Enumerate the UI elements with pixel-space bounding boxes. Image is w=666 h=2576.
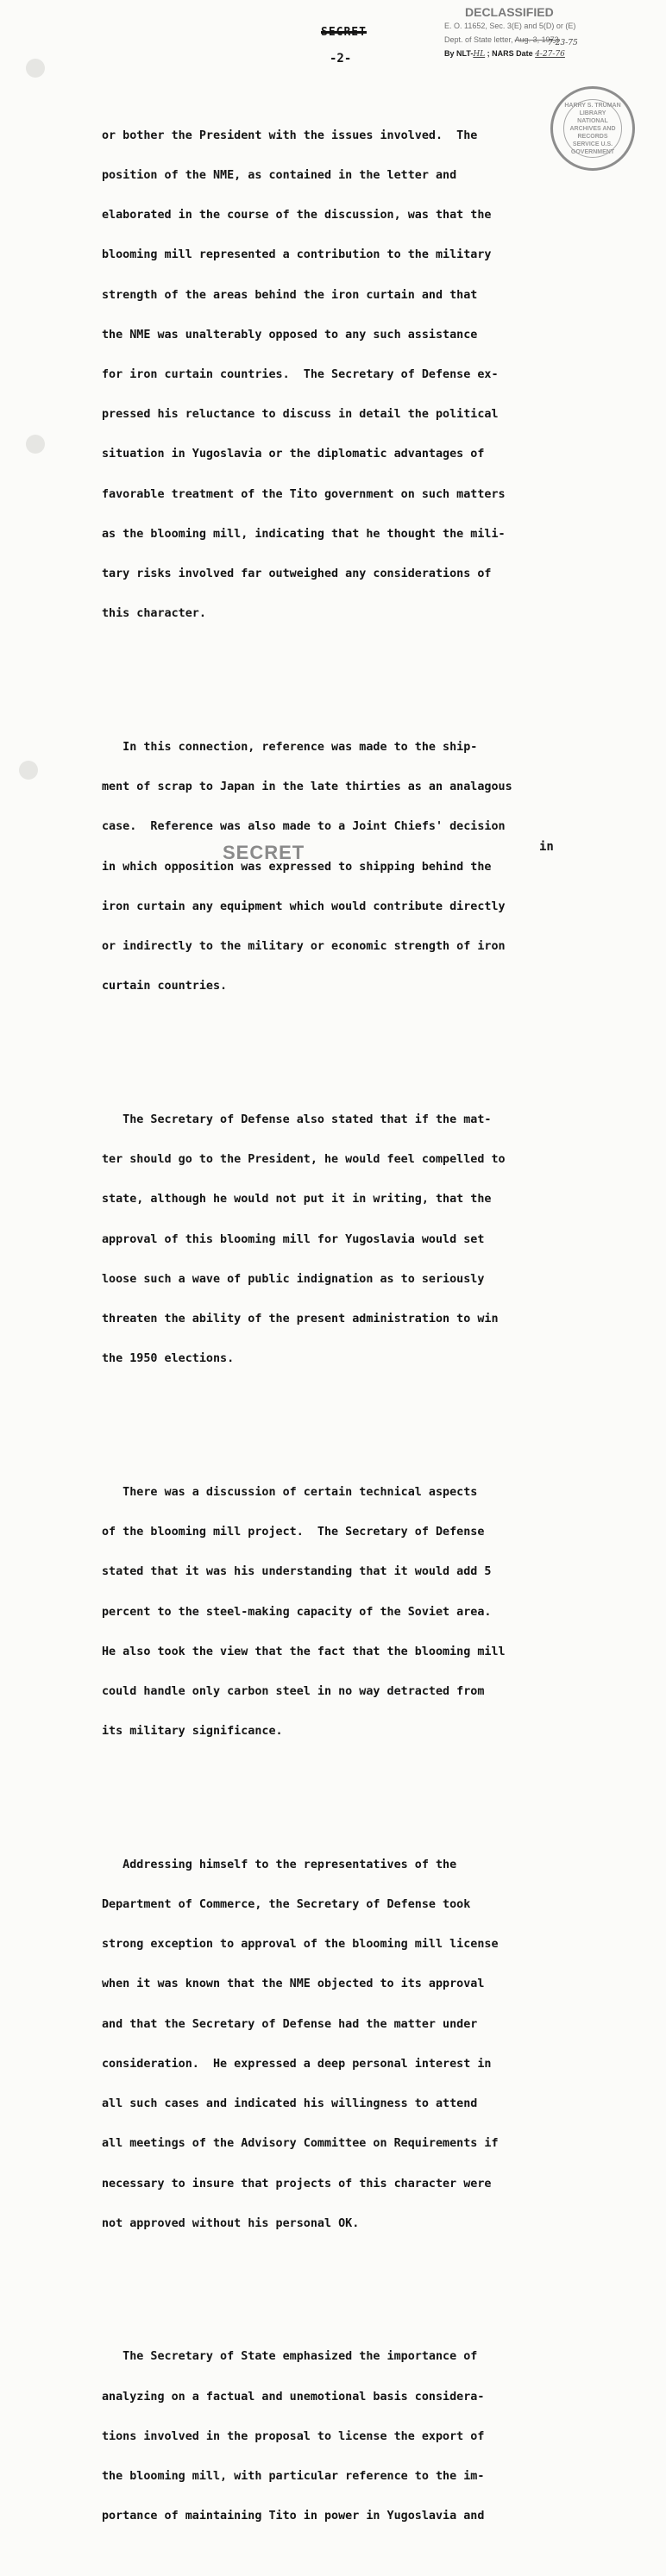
text-line: its military significance. [102,1725,283,1739]
paragraph [102,1832,585,2257]
text-line: pressed his reluctance to discuss in detail the political [102,408,499,422]
declassified-nlt-line [444,47,643,61]
text-line: strong exception to approval of the blooming mill license [102,1938,499,1952]
paragraph [102,1087,585,1392]
text-line: percent to the steel-making capacity of the Soviet area. [102,1605,492,1619]
text-line: in which opposition was expressed to shipping behind the [102,860,492,874]
text-line: or bother the President with the issues involved. The [102,128,478,142]
text-line: strength of the areas behind the iron curtain and that [102,288,478,302]
punch-hole-top [26,59,45,78]
memo-body [102,76,585,2576]
text-line: consideration. He expressed a deep personal interest in [102,2057,492,2071]
text-line: The Secretary of Defense also stated that if the mat- [102,1113,492,1126]
text-line: or indirectly to the military or economic strength of iron [102,940,506,953]
text-line: ment of scrap to Japan in the late thirties as an analagous [102,780,512,794]
text-line: the blooming mill, with particular reference to the im- [102,2470,485,2484]
text-line: In this connection, reference was made to the ship- [102,740,478,754]
text-line: favorable treatment of the Tito government on such matters [102,487,506,501]
text-line: when it was known that the NME objected to its approval [102,1977,485,1991]
nars-label: ; NARS Date [485,49,536,58]
text-line: There was a discussion of certain technical aspects [102,1485,478,1499]
text-line: position of the NME, as contained in the letter and [102,168,457,182]
text-line: all meetings of the Advisory Committee on Requirements if [102,2137,499,2151]
text-line: the NME was unalterably opposed to any such assistance [102,328,478,342]
classification-marking-bottom: SECRET [223,842,305,863]
text-line: ter should go to the President, he would feel compelled to [102,1153,506,1167]
text-line: Department of Commerce, the Secretary of Defense took [102,1898,471,1912]
text-line: this character. [102,607,206,621]
text-line: tions involved in the proposal to license the export of [102,2429,485,2443]
text-line: threaten the ability of the present administration to win [102,1312,499,1326]
text-line: situation in Yugoslavia or the diplomatic advantages of [102,448,485,461]
declassified-authority-line: E. O. 11652, Sec. 3(E) and 5(D) or (E) [444,22,576,30]
text-line: all such cases and indicated his willingness to attend [102,2097,478,2111]
text-line: The Secretary of State emphasized the importance of [102,2350,478,2364]
paragraph [102,103,585,648]
nars-date: 4-27-76 [535,50,565,59]
text-line: analyzing on a factual and unemotional basis considera- [102,2390,485,2404]
text-line: case. Reference was also made to a Joint Chiefs' decision [102,820,506,834]
text-line: He also took the view that the fact that the blooming mill [102,1645,506,1658]
paragraph [102,1459,585,1764]
punch-hole-middle [26,435,45,454]
punch-hole-bottom [19,761,38,780]
text-line: not approved without his personal OK. [102,2216,360,2230]
declassified-letter-line [444,33,643,47]
classification-marking-top: SECRET [321,26,367,39]
page-number: -2- [330,52,352,66]
text-line: iron curtain any equipment which would contribute directly [102,899,506,913]
letter-date-struck: Aug. 3, 1973 [514,35,559,44]
text-line: stated that it was his understanding that it would add 5 [102,1565,492,1579]
letter-date-handwritten: 7-23-75 [548,39,578,47]
continuation-word: in [539,840,554,854]
letter-prefix: Dept. of State letter, [444,35,515,44]
text-line: necessary to insure that projects of this character were [102,2177,492,2191]
text-line: could handle only carbon steel in no way detracted from [102,1684,485,1698]
text-line: portance of maintaining Tito in power in Yugoslavia and [102,2510,485,2523]
seal-text: HARRY S. TRUMAN LIBRARY NATIONAL ARCHIVES AND RECORDS SERVICE U.S. GOVERNMENT [563,99,622,158]
nlt-initials: HL [473,50,486,59]
text-line: tary risks involved far outweighed any considerations of [102,567,492,581]
text-line: curtain countries. [102,980,228,993]
text-line: elaborated in the course of the discussion, was that the [102,209,492,223]
text-line: loose such a wave of public indignation as to seriously [102,1272,485,1286]
text-line: for iron curtain countries. The Secretary of Defense ex- [102,367,499,381]
text-line: Addressing himself to the representatives of the [102,1858,457,1871]
text-line: state, although he would not put it in writing, that the [102,1193,492,1207]
declassified-title: DECLASSIFIED [465,5,554,19]
paragraph [102,2324,585,2550]
text-line: blooming mill represented a contribution to the military [102,248,492,262]
text-line: approval of this blooming mill for Yugoslavia would set [102,1232,485,1246]
text-line: of the blooming mill project. The Secretary of Defense [102,1526,485,1539]
text-line: the 1950 elections. [102,1352,235,1366]
text-line: as the blooming mill, indicating that he thought the mili- [102,527,506,541]
declassified-stamp [444,5,643,61]
text-line: and that the Secretary of Defense had the matter under [102,2017,478,2031]
paragraph [102,714,585,1019]
nlt-label: By NLT- [444,49,474,58]
